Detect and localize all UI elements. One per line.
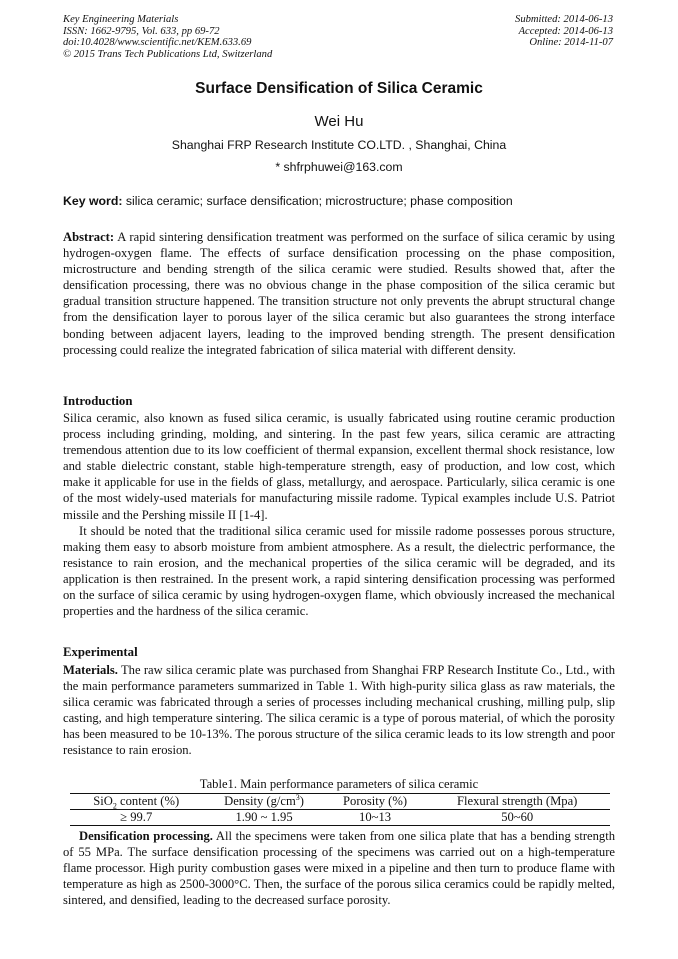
author-affiliation: Shanghai FRP Research Institute CO.LTD. , Shanghai, China xyxy=(171,138,507,152)
author-name: Wei Hu xyxy=(314,113,364,130)
cell-density: 1.90 ~ 1.95 xyxy=(202,810,325,826)
journal-copyright: © 2015 Trans Tech Publications Ltd, Switzerland xyxy=(63,48,273,60)
densification-label: Densification processing. xyxy=(79,829,213,843)
author-email: * shfrphuwei@163.com xyxy=(275,160,403,174)
cell-sio2-content: ≥ 99.7 xyxy=(70,810,202,826)
keywords-text: silica ceramic; surface densification; microstructure; phase composition xyxy=(125,194,513,208)
cell-porosity: 10~13 xyxy=(326,810,425,826)
submission-dates xyxy=(515,14,613,49)
journal-doi: doi:10.4028/www.scientific.net/KEM.633.69 xyxy=(63,37,252,49)
introduction-paragraph-1: Silica ceramic, also known as fused silica ceramic, is usually fabricated using routine ceramic production process including grinding, molding, and sintering. In the past few years, silica ceramic are attracting tremendous attention due to its low coefficient of thermal expansion, excellent thermal shock resistance, low and stable dielectric constant, stable high-temperature strength, easy of production, and low cost, which make it applicable for use in the fields of glass, metallurgy, and aerospace. Particularly, silica ceramic is one of the most widely-used materials for manufacturing missile radome. Typical examples include U.S. Patriot missile and the Pershing missile II [1-4]. xyxy=(63,411,615,522)
header-porosity: Porosity (%) xyxy=(326,794,425,810)
online-date: Online: 2014-11-07 xyxy=(529,37,613,49)
densification-text: All the specimens were taken from one silica plate that has a bending strength of 55 MPa. The surface densification processing of the specimens was carried out on a high-temperature flame processor. High purity combustion gases were mixed in a pipeline and then turn to produce flame with temperature as high as 2500-3000°C. Then, the surface of the porous silica ceramics could be rapidly melted, sintered, and densified, leading to the decreased surface porosity. xyxy=(63,829,615,908)
experimental-heading: Experimental xyxy=(63,645,138,659)
submitted-date: Submitted: 2014-06-13 xyxy=(515,14,613,25)
densification-paragraph xyxy=(63,828,615,908)
keywords xyxy=(63,194,615,208)
journal-info xyxy=(63,14,272,60)
table-row xyxy=(70,810,610,826)
introduction-heading: Introduction xyxy=(63,394,133,408)
performance-table xyxy=(70,793,610,826)
header-sio2-content: SiO$_2$ content (%) xyxy=(70,794,202,810)
table-header-row xyxy=(70,794,610,810)
introduction-section xyxy=(63,410,615,619)
table-caption: Table1. Main performance parameters of silica ceramic xyxy=(199,777,479,791)
materials-text: The raw silica ceramic plate was purchased from Shanghai FRP Research Institute Co., Ltd., with the main performance parameters summarized in Table 1. With high-purity silica glass as raw materials, the silica ceramic was fabricated through a series of processes including mechanical crushing, milling pulp, slip casting, and high temperature sintering. The silica ceramic is a type of porous material, of which the porosity has been measured to be 10-13%. The porous structure of the silica ceramic leads to its low strength and poor resistance to rain erosion. xyxy=(63,663,615,758)
cell-flexural-strength: 50~60 xyxy=(424,810,610,826)
paper-title: Surface Densification of Silica Ceramic xyxy=(195,80,483,97)
accepted-date: Accepted: 2014-06-13 xyxy=(518,25,613,37)
keywords-label: Key word: xyxy=(63,194,123,208)
materials-paragraph xyxy=(63,662,615,759)
header-density: Density $(g/cm^3)$ xyxy=(202,794,325,810)
abstract-text: A rapid sintering densification treatment was performed on the surface of silica ceramic by using hydrogen-oxygen flame. The effects of surface densification processing on the phase composition, microstructure and bending strength of the silica ceramic were studied. Results showed that, after the densification processing, there was no obvious change in the phase composition of the silica ceramic but gradual transition structure happened. The transition structure not only prevents the abrupt structural change from the densification layer to porous layer of the silica ceramic but also guarantees the strong interface bonding between adjacent layers, leading to the improved bending strength. The present densification processing could realize the integrated fabrication of silica material with different density. xyxy=(63,230,615,357)
abstract-label: Abstract: xyxy=(63,230,115,244)
header-flexural-strength: Flexural strength (Mpa) xyxy=(424,794,610,810)
journal-name: Key Engineering Materials xyxy=(63,14,179,25)
abstract xyxy=(63,229,615,358)
materials-label: Materials. xyxy=(63,663,118,677)
introduction-paragraph-2: It should be noted that the traditional silica ceramic used for missile radome possesses porous structure, making them easy to absorb moisture from ambient atmosphere. As a result, the dielectric performance, the resistance to rain erosion, and the mechanical properties of the silica ceramic will be degraded, and its application is then restrained. In the present work, a rapid sintering densification processing was performed on the surface of silica ceramic by using hydrogen-oxygen flame, which obviously increased the mechanical properties and the hardness of the silica ceramic. xyxy=(63,523,615,619)
journal-issn: ISSN: 1662-9795, Vol. 633, pp 69-72 xyxy=(63,25,220,37)
